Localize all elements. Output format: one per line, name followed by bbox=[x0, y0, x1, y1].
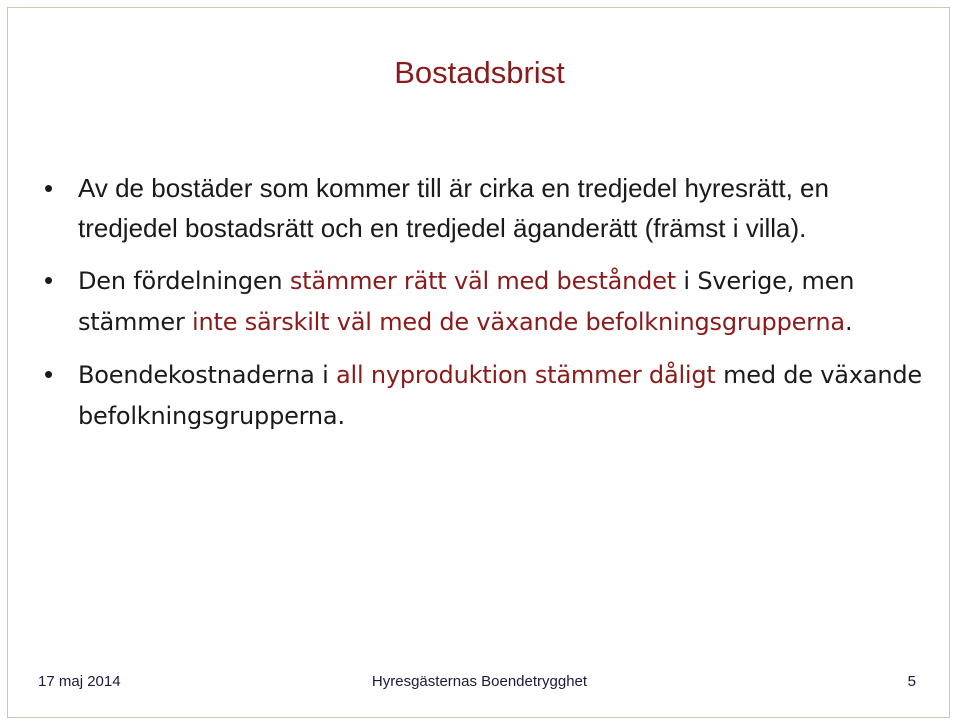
slide-footer bbox=[0, 673, 959, 697]
bullet-text bbox=[78, 173, 829, 243]
bullet-text-part: Av de bostäder som kommer till är cirka en tredjedel hyresrätt, en tredjedel bostadsrätt och en tredjedel äganderätt (främst i villa). bbox=[78, 173, 829, 243]
bullet-text bbox=[78, 361, 922, 430]
bullet-text-highlight: inte särskilt väl med de växande befolkningsgrupperna bbox=[192, 308, 845, 336]
bullet-item-1 bbox=[44, 168, 924, 248]
slide-title: Bostadsbrist bbox=[394, 55, 565, 90]
bullet-icon: • bbox=[44, 359, 54, 389]
bullet-list bbox=[44, 168, 924, 448]
bullet-text-part: . bbox=[844, 308, 853, 336]
bullet-item-3 bbox=[44, 354, 924, 436]
bullet-text-part: Boendekostnaderna i bbox=[78, 361, 336, 389]
footer-page-number: 5 bbox=[907, 673, 916, 690]
bullet-text-highlight: stämmer rätt väl med beståndet bbox=[289, 267, 676, 295]
bullet-text bbox=[78, 267, 854, 336]
bullet-text-highlight: all nyproduktion stämmer dåligt bbox=[335, 361, 716, 389]
bullet-item-2 bbox=[44, 260, 924, 342]
footer-organization: Hyresgästernas Boendetrygghet bbox=[371, 673, 588, 690]
bullet-text-part: i Sverige, men stämmer bbox=[78, 267, 855, 336]
footer-date: 17 maj 2014 bbox=[38, 673, 121, 690]
bullet-icon: • bbox=[44, 173, 54, 203]
bullet-text-part: Den fördelningen bbox=[78, 267, 290, 295]
bullet-icon: • bbox=[44, 265, 54, 295]
bullet-text-part: med de växande befolkningsgrupperna. bbox=[78, 361, 922, 430]
